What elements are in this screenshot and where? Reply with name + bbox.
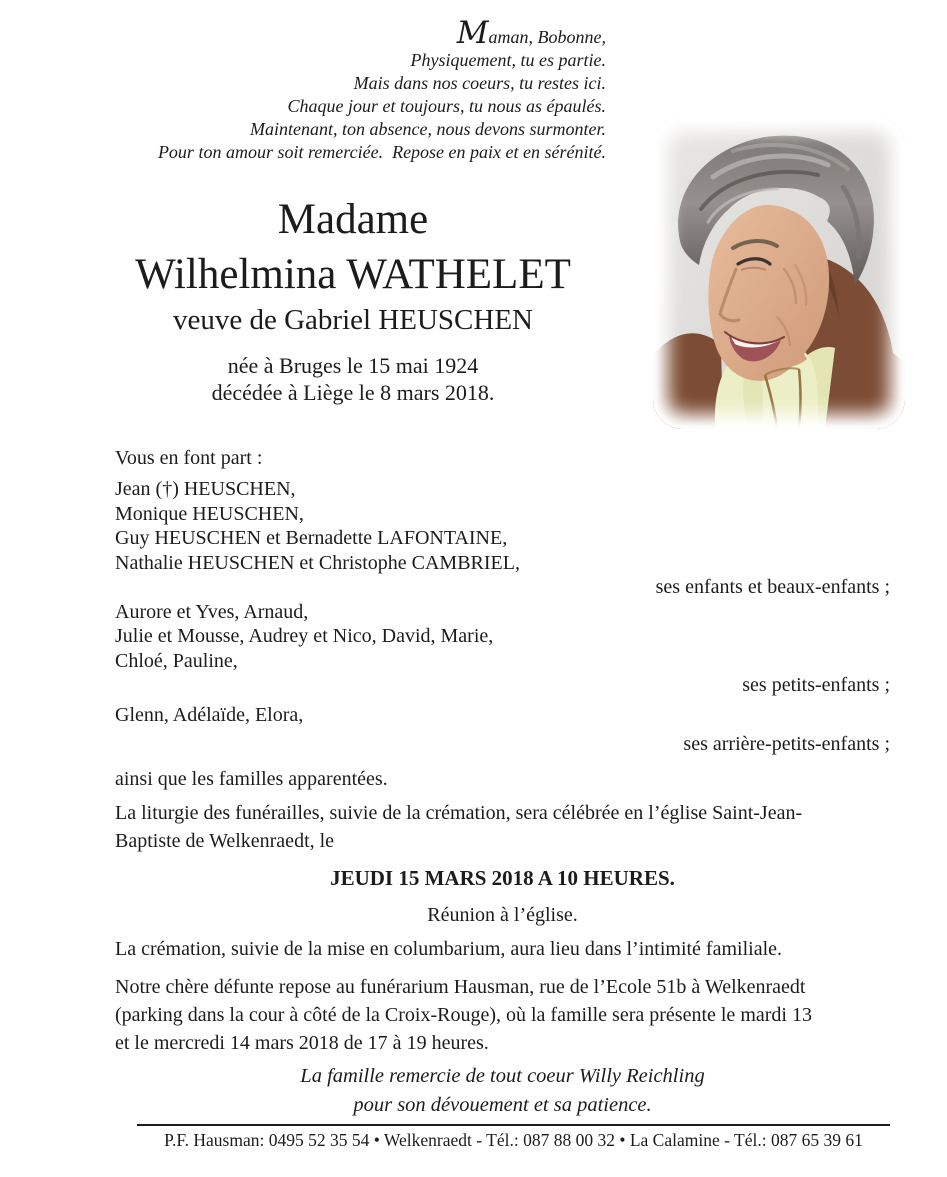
poem-initial-letter: M [456, 15, 489, 51]
vital-dates [63, 352, 643, 406]
deceased-title-block [63, 192, 643, 406]
relationship-label-great-grandchildren: ses arrière-petits-enfants ; [683, 733, 890, 755]
repose-line: Notre chère défunte repose au funérarium Hausman, rue de l’Ecole 51b à Welkenraedt [115, 975, 806, 998]
photo-feather-overlay [653, 117, 905, 429]
liturgy-line: Baptiste de Welkenraedt, le [115, 829, 335, 852]
liturgy-paragraph [115, 799, 890, 855]
family-line: Jean (†) HEUSCHEN, [115, 478, 296, 500]
poem-line: Physiquement, tu es partie. [410, 50, 606, 70]
memorial-poem [0, 15, 606, 164]
honorific: Madame [277, 196, 429, 243]
family-line: Guy HEUSCHEN et Bernadette LAFONTAINE, [115, 527, 508, 549]
announcement-intro: Vous en font part : [115, 447, 263, 469]
family-line: Chloé, Pauline, [115, 649, 238, 672]
poem-line: Maintenant, ton absence, nous devons surmonter. [250, 119, 606, 139]
family-line: Julie et Mousse, Audrey et Nico, David, Marie, [115, 625, 494, 647]
liturgy-line: La liturgie des funérailles, suivie de la crémation, sera célébrée en l’église Saint-Jean- [115, 801, 803, 824]
announcement-body [115, 446, 890, 1057]
poem-line: Pour ton amour soit remerciée. Repose en paix et en sérénité. [157, 142, 606, 162]
thanks-line: pour son dévouement et sa patience. [353, 1094, 652, 1116]
death-line: décédée à Liège le 8 mars 2018. [211, 380, 495, 405]
family-line: Aurore et Yves, Arnaud, [115, 600, 309, 623]
ceremony-date: JEUDI 15 MARS 2018 A 10 HEURES. [330, 865, 675, 890]
funeral-home-footer [137, 1124, 890, 1151]
family-line: Nathalie HEUSCHEN et Christophe CAMBRIEL, [115, 551, 520, 574]
cremation-line: La crémation, suivie de la mise en columbarium, aura lieu dans l’intimité familiale. [115, 937, 783, 960]
repose-paragraph [115, 973, 890, 1057]
poem-line [0, 15, 606, 51]
funeral-home-contact: P.F. Hausman: 0495 52 35 54 • Welkenraedt - Tél.: 087 88 00 32 • La Calamine - Tél.: 087 65 39 61 [164, 1130, 863, 1150]
thanks-line: La famille remercie de tout coeur Willy Reichling [300, 1065, 705, 1087]
birth-line: née à Bruges le 15 mai 1924 [227, 353, 479, 378]
repose-line: (parking dans la cour à côté de la Croix-Rouge), où la famille sera présente le mardi 13 [115, 1003, 812, 1026]
related-families-line: ainsi que les familles apparentées. [115, 767, 388, 790]
family-line: Glenn, Adélaïde, Elora, [115, 703, 304, 726]
poem-line: Mais dans nos coeurs, tu restes ici. [353, 73, 606, 93]
poem-line: Chaque jour et toujours, tu nous as épaulés. [287, 96, 606, 116]
repose-line: et le mercredi 14 mars 2018 de 17 à 19 heures. [115, 1031, 489, 1054]
deceased-name: Wilhelmina WATHELET [135, 251, 571, 298]
footer-divider [137, 1124, 890, 1126]
widow-line: veuve de Gabriel HEUSCHEN [173, 304, 533, 336]
relationship-label-children: ses enfants et beaux-enfants ; [655, 576, 890, 598]
family-thanks [115, 1062, 890, 1120]
poem-line-text: aman, Bobonne, [488, 27, 606, 47]
relationship-label-grandchildren: ses petits-enfants ; [742, 674, 890, 696]
family-line: Monique HEUSCHEN, [115, 502, 304, 525]
portrait-photo [653, 117, 905, 429]
meeting-line: Réunion à l’église. [427, 903, 578, 926]
